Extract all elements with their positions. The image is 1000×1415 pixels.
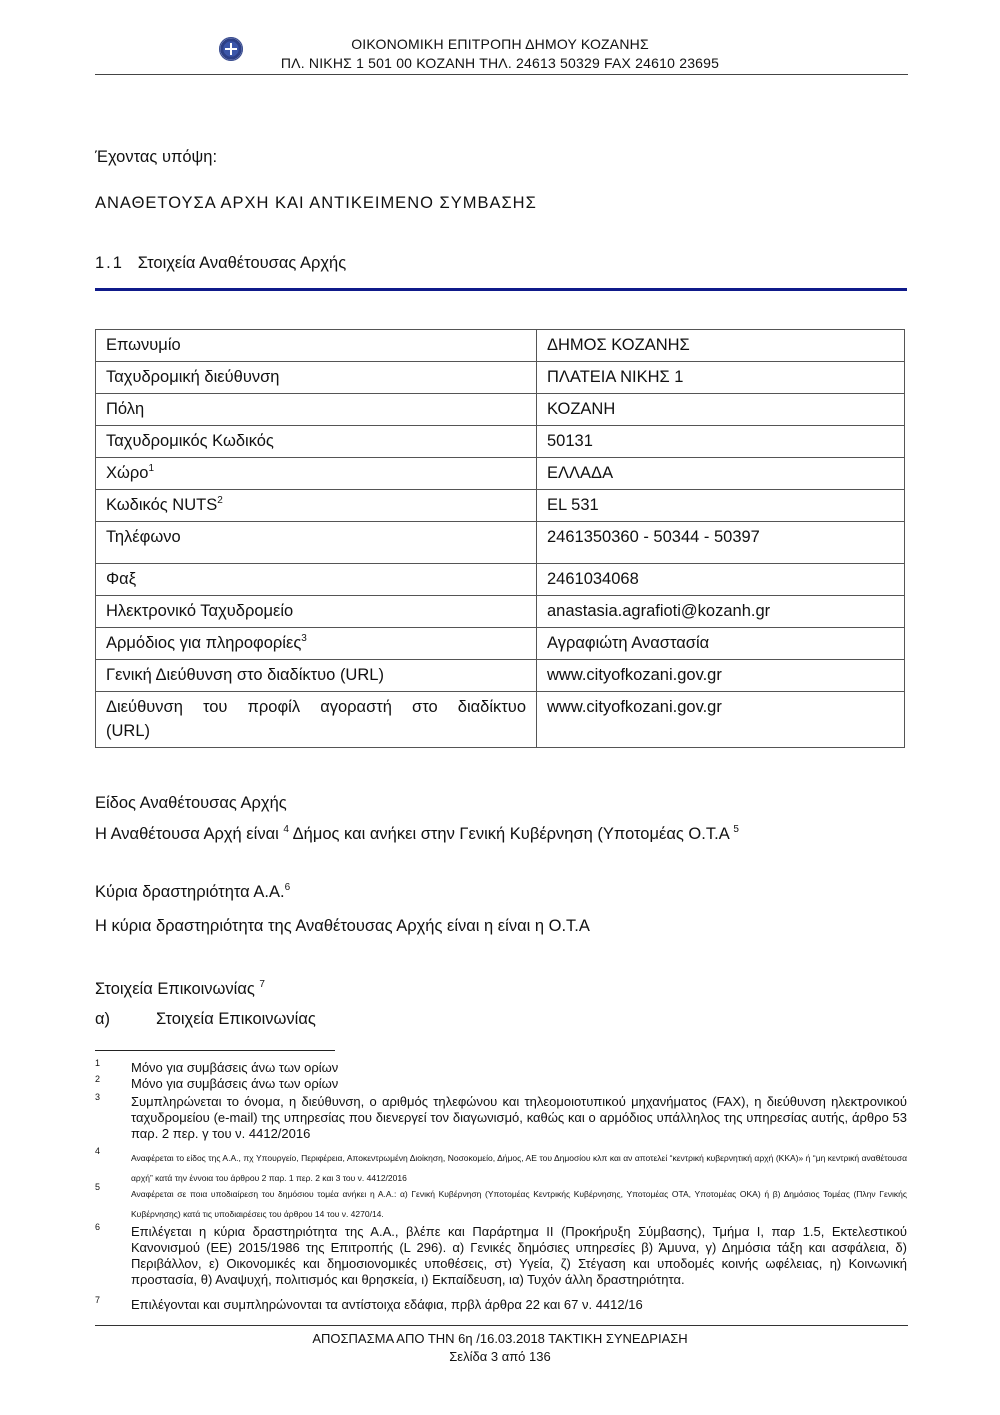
- field-value: 2461034068: [537, 564, 905, 596]
- table-row: [96, 458, 905, 490]
- table-row: [96, 426, 905, 458]
- table-row: [96, 394, 905, 426]
- main-activity-text: Η κύρια δραστηριότητα της Αναθέτουσας Αρχής είναι η είναι η Ο.Τ.Α: [95, 917, 590, 935]
- field-label-text: Φαξ: [106, 570, 137, 588]
- field-label: [96, 362, 537, 394]
- contact-item: [95, 1010, 316, 1029]
- field-label: [96, 564, 537, 596]
- field-value: www.cityofkozani.gov.gr: [537, 692, 905, 748]
- header-divider: [95, 74, 908, 75]
- contact-item-marker: α): [95, 1010, 111, 1028]
- field-label-text: Γενική Διεύθυνση στο διαδίκτυο (URL): [106, 666, 384, 684]
- field-label-text: Κωδικός NUTS: [106, 496, 218, 514]
- field-value: 2461350360 - 50344 - 50397: [537, 522, 905, 564]
- main-activity-heading-text: Κύρια δραστηριότητα Α.Α.: [95, 883, 285, 901]
- field-label: [96, 692, 537, 748]
- field-value: ΕΛΛΑΔΑ: [537, 458, 905, 490]
- footnote-ref-5[interactable]: 5: [733, 824, 739, 835]
- footnote-ref-3[interactable]: 3: [301, 633, 307, 644]
- field-label-text: Χώρο: [106, 464, 149, 482]
- field-value: ΠΛΑΤΕΙΑ ΝΙΚΗΣ 1: [537, 362, 905, 394]
- contact-heading: [95, 980, 265, 999]
- field-label-text: Επωνυμίο: [106, 336, 181, 354]
- field-label: [96, 458, 537, 490]
- subsection-heading: [95, 254, 346, 273]
- footnote-text: Αναφέρεται το είδος της Α.Α., πχ Υπουργείο, Περιφέρεια, Αποκεντρωμένη Διοίκηση, Νοσοκομείο, Δήμος, ΑΕ του Δημοσίου κλπ και αν αποτελεί “κεντρική κυβερνητική αρχή (ΚΚΑ)» ή “μη κεντρική αναθέτουσα αρχή” κατά την έννοια του άρθρου 2 παρ. 1 περ. 2 και 3 του ν. 4412/2016: [131, 1153, 907, 1183]
- footer-page-number: Σελίδα 3 από 136: [449, 1349, 551, 1364]
- field-label: [96, 596, 537, 628]
- field-label: [96, 660, 537, 692]
- authority-type-text: [95, 825, 739, 844]
- intro-text: Έχοντας υπόψη:: [95, 148, 218, 166]
- footnote-number: 1: [95, 1058, 101, 1068]
- table-row: [96, 692, 905, 748]
- contracting-authority-table: [95, 329, 905, 748]
- field-label-text: Ταχυδρομική διεύθυνση: [106, 368, 280, 386]
- footnote-number: 2: [95, 1074, 101, 1084]
- table-row: [96, 330, 905, 362]
- field-value: 50131: [537, 426, 905, 458]
- table-row: [96, 596, 905, 628]
- field-value: ΔΗΜΟΣ ΚΟΖΑΝΗΣ: [537, 330, 905, 362]
- footnote-separator: [95, 1050, 335, 1051]
- footnote-text: Συμπληρώνεται το όνομα, η διεύθυνση, ο αριθμός τηλεφώνου και τηλεομοιοτυπικού μηχανήματος (FAX), η διεύθυνση ηλεκτρονικού ταχυδρομείου (e-mail) της υπηρεσίας που διενεργεί τον διαγωνισμό, καθώς και ο αρμόδιος υπάλληλος της υπηρεσίας αυτής, άρθρο 53 παρ. 2 περ. γ του ν. 4412/2016: [131, 1094, 907, 1141]
- table-row: [96, 564, 905, 596]
- header-title: ΟΙΚΟΝΟΜΙΚΗ ΕΠΙΤΡΟΠΗ ΔΗΜΟΥ ΚΟΖΑΝΗΣ: [351, 36, 649, 52]
- field-label: [96, 490, 537, 522]
- field-label: [96, 628, 537, 660]
- table-row: [96, 628, 905, 660]
- authority-type-text-b: Δήμος και ανήκει στην Γενική Κυβέρνηση (Υποτομέας Ο.Τ.Α: [292, 825, 729, 843]
- footnote-text: Αναφέρεται σε ποια υποδιαίρεση του δημόσιου τομέα ανήκει η Α.Α.: α) Γενική Κυβέρνηση (Υποτομέας Κεντρικής Κυβέρνησης, Υποτομέας ΟΤΑ, Υποτομέας ΟΚΑ) ή β) Δημόσιος Τομέας (Πλην Γενικής Κυβέρνησης) κατά τις υποδιαιρέσεις του άρθρου 14 του ν. 4270/14.: [131, 1189, 907, 1219]
- footer-meeting: ΑΠΟΣΠΑΣΜΑ ΑΠΟ ΤΗΝ 6η /16.03.2018 ΤΑΚΤΙΚΗ ΣΥΝΕΔΡΙΑΣΗ: [312, 1331, 688, 1346]
- table-row: [96, 522, 905, 564]
- field-label: [96, 394, 537, 426]
- footnote-text: Επιλέγονται και συμπληρώνονται τα αντίστοιχα εδάφια, πρβλ άρθρα 22 και 67 ν. 4412/16: [131, 1297, 643, 1312]
- field-value: anastasia.agrafioti@kozanh.gr: [537, 596, 905, 628]
- footnote-ref-1[interactable]: 1: [148, 463, 155, 474]
- footnote-ref-7[interactable]: 7: [259, 979, 265, 990]
- subsection-underline: [95, 288, 907, 291]
- footnote-text: Μόνο για συμβάσεις άνω των ορίων: [131, 1060, 339, 1075]
- footnote-number: 3: [95, 1092, 101, 1102]
- table-row: [96, 660, 905, 692]
- field-value: ΚΟΖΑΝΗ: [537, 394, 905, 426]
- footnote-ref-6[interactable]: 6: [284, 882, 291, 893]
- subsection-number: 1.1: [95, 254, 124, 272]
- field-label: [96, 330, 537, 362]
- field-label-text: Ταχυδρομικός Κωδικός: [106, 432, 274, 450]
- footnote-number: 7: [95, 1295, 101, 1305]
- main-activity-heading: [95, 883, 290, 902]
- footnote-text: Επιλέγεται η κύρια δραστηριότητα της Α.Α., βλέπε και Παράρτημα ΙΙ (Προκήρυξη Σύμβασης), Τμήμα Ι, παρ 1.5, Εκτελεστικού Κανονισμού (ΕΕ) 2015/1986 της Επιτροπής (L 296). α) Γενικές δημόσιες υπηρεσίες β) Άμυνα, γ) Δημόσια τάξη και ασφάλεια, δ) Περιβάλλον, ε) Οικονομικές και δημοσιονομικές υποθέσεις, στ) Υγεία, ζ) Στέγαση και υποδομές κοινής ωφέλειας, η) Κοινωνική προστασία, θ) Αναψυχή, πολιτισμός και θρησκεία, ι) Εκπαίδευση, ια) Τυχόν άλλη δραστηριότητα.: [131, 1224, 907, 1287]
- footnote-text: Μόνο για συμβάσεις άνω των ορίων: [131, 1076, 339, 1091]
- field-value: www.cityofkozani.gov.gr: [537, 660, 905, 692]
- authority-type-text-a: Η Αναθέτουσα Αρχή είναι: [95, 825, 279, 843]
- authority-type-heading: Είδος Αναθέτουσας Αρχής: [95, 794, 287, 812]
- field-label-text: Αρμόδιος για πληροφορίες: [106, 634, 302, 652]
- footer-divider: [95, 1325, 908, 1326]
- field-label-text: Πόλη: [106, 400, 145, 418]
- table-row: [96, 362, 905, 394]
- field-value: EL 531: [537, 490, 905, 522]
- section-title: ΑΝΑΘΕΤΟΥΣΑ ΑΡΧΗ ΚΑΙ ΑΝΤΙΚΕΙΜΕΝΟ ΣΥΜΒΑΣΗΣ: [95, 194, 537, 212]
- subsection-title: Στοιχεία Αναθέτουσας Αρχής: [137, 254, 347, 272]
- field-label: [96, 426, 537, 458]
- table-row: [96, 490, 905, 522]
- field-label-text: Διεύθυνση του προφίλ αγοραστή στο διαδίκτυο (URL): [106, 698, 526, 740]
- header-address: ΠΛ. ΝΙΚΗΣ 1 501 00 ΚΟΖΑΝΗ ΤΗΛ. 24613 50329 FAX 24610 23695: [280, 55, 720, 71]
- field-label: [96, 522, 537, 564]
- footnote-number: 4: [95, 1146, 101, 1156]
- field-label-text: Ηλεκτρονικό Ταχυδρομείο: [106, 602, 294, 620]
- footnote-ref-4[interactable]: 4: [283, 824, 289, 835]
- footnote-number: 5: [95, 1182, 101, 1192]
- footnote-number: 6: [95, 1222, 101, 1232]
- field-label-text: Τηλέφωνο: [106, 528, 181, 546]
- contact-item-text: Στοιχεία Επικοινωνίας: [156, 1010, 316, 1028]
- footnote-ref-2[interactable]: 2: [217, 495, 223, 506]
- field-value: Αγραφιώτη Αναστασία: [537, 628, 905, 660]
- contact-heading-text: Στοιχεία Επικοινωνίας: [95, 980, 255, 998]
